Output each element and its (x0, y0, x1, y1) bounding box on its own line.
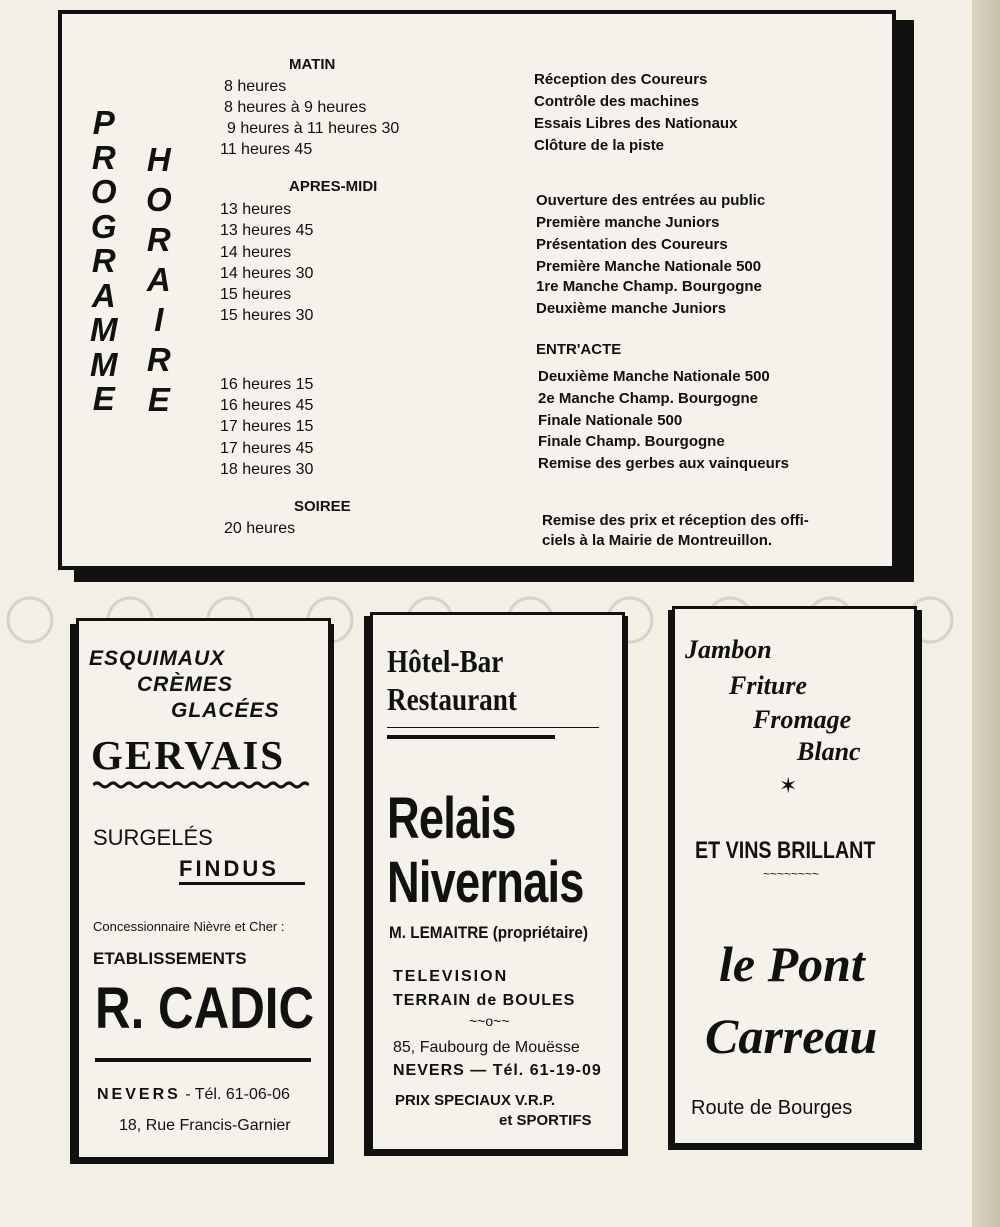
event-item: Finale Nationale 500 (538, 412, 683, 429)
letter: P (92, 104, 115, 141)
contact-line (97, 1086, 290, 1104)
wavy-divider (93, 781, 309, 789)
letter: O (90, 173, 117, 210)
event-item: Ouverture des entrées au public (536, 192, 766, 209)
time-item: 20 heures (224, 520, 296, 537)
phone: - Tél. 61-06-06 (185, 1086, 290, 1103)
letter: G (90, 207, 117, 245)
label-hotel-bar: Hôtel-Bar (387, 643, 504, 679)
event-item: Deuxième Manche Nationale 500 (538, 368, 770, 385)
event-item: ciels à la Mairie de Montreuillon. (542, 532, 773, 549)
divider (387, 727, 599, 728)
brand-gervais: GERVAIS (91, 732, 286, 778)
label-sportifs: et SPORTIFS (499, 1112, 592, 1129)
cadic-underline (95, 1058, 311, 1062)
event-item: 1re Manche Champ. Bourgogne (536, 278, 762, 295)
time-item: 8 heures à 9 heures (224, 99, 367, 116)
letter: E (92, 380, 115, 417)
ad-line-cremes: CRÈMES (137, 673, 233, 696)
event-item: 2e Manche Champ. Bourgogne (538, 390, 759, 407)
event-item: Première manche Juniors (536, 214, 720, 231)
name-nivernais: Nivernais (387, 850, 584, 915)
vertical-word-programme (90, 106, 118, 417)
ornament: ~~~~~~~~ (763, 867, 820, 881)
label-blanc: Blanc (797, 737, 861, 766)
letter: R (146, 341, 171, 378)
ad-pont-carreau (672, 606, 917, 1146)
ad-relais (370, 612, 625, 1152)
time-item: 14 heures 30 (220, 265, 314, 282)
label-prix: PRIX SPECIAUX V.R.P. (395, 1092, 556, 1109)
time-item: 17 heures 45 (220, 440, 314, 457)
event-item: Remise des gerbes aux vainqueurs (538, 455, 789, 472)
label-etablissements: ETABLISSEMENTS (93, 949, 247, 968)
brand-findus: FINDUS (179, 856, 279, 881)
event-item: Présentation des Coureurs (536, 236, 728, 253)
event-item: Deuxième manche Juniors (536, 300, 727, 317)
vertical-word-horaire (146, 140, 172, 420)
divider (387, 735, 555, 739)
name-carreau: Carreau (705, 1008, 878, 1064)
ad-line-esquimaux: ESQUIMAUX (89, 647, 226, 670)
owner-line (389, 923, 588, 943)
label-jambon: Jambon (685, 635, 772, 664)
letter: R (146, 221, 171, 258)
label-terrain: TERRAIN de BOULES (393, 992, 576, 1009)
label-restaurant: Restaurant (387, 681, 517, 717)
letter: M (90, 311, 118, 348)
letter: I (154, 301, 164, 338)
time-item: 9 heures à 11 heures 30 (227, 120, 400, 137)
time-item: 18 heures 30 (220, 461, 314, 478)
event-item: Contrôle des machines (534, 93, 700, 110)
heading-matin: MATIN (289, 56, 336, 73)
label-fromage: Fromage (753, 705, 852, 734)
heading-entracte: ENTR'ACTE (536, 341, 622, 358)
event-item: Clôture de la piste (534, 137, 665, 154)
time-item: 8 heures (224, 78, 287, 95)
owner-role: (propriétaire) (492, 923, 588, 942)
time-item: 17 heures 15 (220, 418, 314, 435)
letter: M (90, 345, 118, 383)
letter: E (147, 381, 170, 418)
city-nevers: NEVERS (97, 1086, 181, 1103)
ad-line-glacees: GLACÉES (171, 699, 280, 722)
findus-underline (179, 882, 305, 885)
event-item: Réception des Coureurs (534, 71, 708, 88)
label-concessionnaire: Concessionnaire Nièvre et Cher : (93, 919, 285, 934)
event-item: Essais Libres des Nationaux (534, 115, 738, 132)
name-relais: Relais (387, 786, 516, 851)
event-item: Remise des prix et réception des offi- (542, 512, 809, 529)
time-item: 15 heures (220, 286, 292, 303)
address: 85, Faubourg de Mouësse (393, 1039, 580, 1056)
label-friture: Friture (729, 671, 808, 700)
letter: O (146, 181, 172, 218)
letter: R (91, 138, 116, 176)
heading-soiree: SOIREE (294, 498, 351, 515)
time-item: 13 heures 45 (220, 222, 314, 239)
letter: R (91, 242, 116, 279)
time-item: 14 heures (220, 244, 292, 261)
city-phone: NEVERS — Tél. 61-19-09 (393, 1062, 602, 1079)
owner-name: M. LEMAITRE (389, 923, 489, 942)
name-le-pont: le Pont (719, 936, 865, 992)
event-item: Première Manche Nationale 500 (536, 258, 762, 275)
letter: H (146, 141, 171, 178)
time-item: 16 heures 45 (220, 397, 314, 414)
time-item: 11 heures 45 (220, 141, 313, 158)
address: 18, Rue Francis-Garnier (119, 1117, 291, 1134)
label-surgeles: SURGELÉS (93, 825, 213, 850)
time-item: 16 heures 15 (220, 376, 314, 393)
label-route: Route de Bourges (691, 1097, 853, 1119)
programme-box (58, 10, 896, 570)
label-vins-brillant: ET VINS BRILLANT (695, 837, 876, 864)
letter: A (146, 261, 171, 298)
name-cadic: R. CADIC (95, 976, 315, 1041)
heading-apres-midi: APRES-MIDI (289, 178, 378, 195)
label-television: TELEVISION (393, 968, 509, 985)
time-item: 15 heures 30 (220, 307, 314, 324)
star-icon: ✶ (779, 773, 798, 798)
ornament: ~~o~~ (469, 1013, 510, 1029)
letter: A (91, 276, 116, 314)
event-item: Finale Champ. Bourgogne (538, 433, 725, 450)
time-item: 13 heures (220, 201, 292, 218)
ad-gervais (76, 618, 331, 1160)
